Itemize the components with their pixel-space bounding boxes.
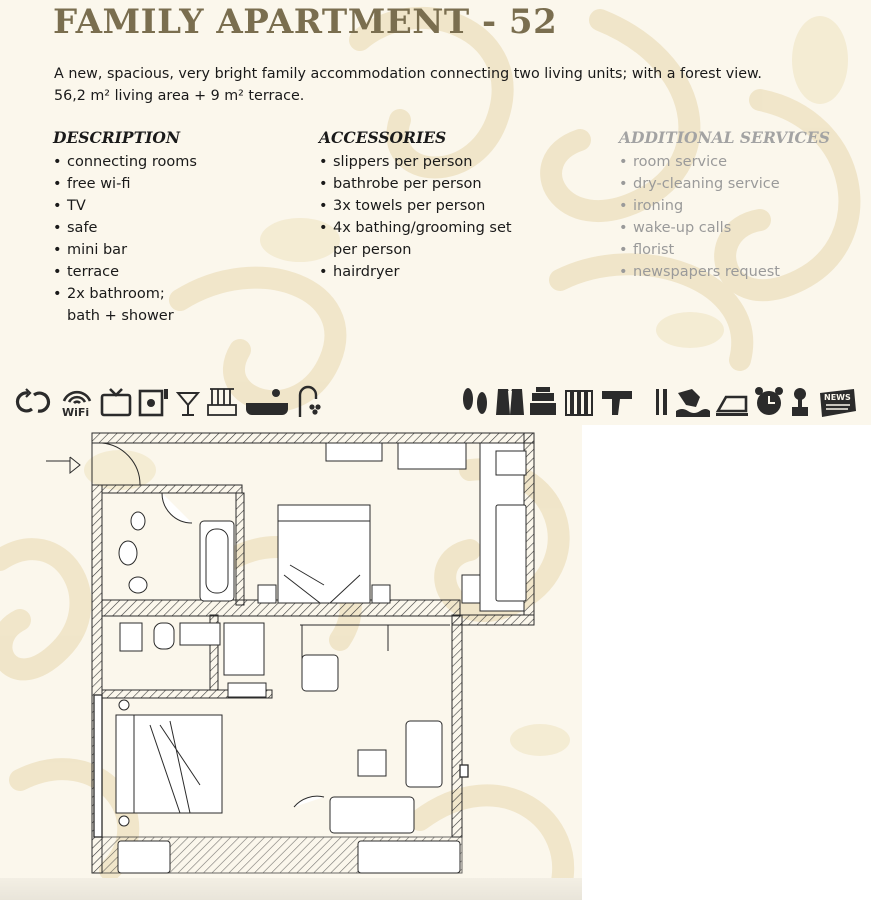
description-section: [53, 128, 197, 327]
accessories-list: [319, 151, 512, 283]
list-item: • slippers per person: [319, 151, 512, 173]
intro-text: [54, 63, 818, 107]
description-heading: DESCRIPTION: [53, 128, 181, 147]
bathtub-icon: [246, 389, 288, 415]
ironing-icon: [716, 397, 748, 416]
news-label: NEWS: [824, 393, 851, 402]
floor-plan: [40, 425, 560, 880]
list-item: • mini bar: [53, 239, 197, 261]
list-item: • terrace: [53, 261, 197, 283]
description-list: [53, 151, 197, 327]
wake-up-call-icon: [755, 387, 783, 415]
wifi-icon: [64, 392, 90, 403]
grooming-set-icon: [566, 391, 592, 415]
slippers-icon: [463, 388, 487, 414]
list-item: • hairdryer: [319, 261, 512, 283]
additional-services-section: [619, 128, 830, 283]
list-item: • TV: [53, 195, 197, 217]
dry-cleaning-icon: [676, 389, 710, 417]
list-item: • florist: [619, 239, 830, 261]
list-item: • newspapers request: [619, 261, 830, 283]
safe-icon: [140, 389, 168, 415]
list-item: • 3x towels per person: [319, 195, 512, 217]
mini-bar-icon: [178, 393, 198, 415]
list-item: • dry-cleaning service: [619, 173, 830, 195]
list-item: • room service: [619, 151, 830, 173]
florist-icon: [792, 388, 808, 416]
list-item: • wake-up calls: [619, 217, 830, 239]
bottom-band: [0, 878, 582, 900]
terrace-icon: [208, 389, 236, 415]
list-item: • free wi-fi: [53, 173, 197, 195]
towels-icon: [530, 387, 556, 415]
list-item: • bathrobe per person: [319, 173, 512, 195]
list-item-continuation: bath + shower: [67, 308, 174, 324]
accessories-heading: ACCESSORIES: [319, 128, 447, 147]
intro-line-2: 56,2 m² living area + 9 m² terrace.: [54, 88, 305, 104]
hairdryer-icon: [602, 391, 632, 415]
list-item-continuation: per person: [333, 242, 412, 258]
list-item: • 4x bathing/grooming set: [319, 217, 512, 239]
list-item: • 2x bathroom;: [53, 283, 197, 305]
amenity-icons-left: [12, 385, 332, 419]
accessories-section: [319, 128, 512, 283]
bathrobe-icon: [496, 389, 524, 415]
list-item: • connecting rooms: [53, 151, 197, 173]
tv-icon: [102, 389, 130, 415]
terrace: [102, 837, 462, 873]
amenity-icons-right: [460, 385, 860, 419]
additional-services-list: [619, 151, 830, 283]
intro-line-1: A new, spacious, very bright family accommodation connecting two living units; with a forest view.: [54, 66, 762, 82]
shower-icon: [300, 387, 319, 417]
double-bed-1: [258, 505, 390, 603]
additional-services-heading: ADDITIONAL SERVICES: [619, 128, 830, 147]
wifi-label: WiFi: [62, 406, 90, 419]
list-item: • ironing: [619, 195, 830, 217]
page-title: FAMILY APARTMENT - 52: [53, 2, 558, 42]
list-item: • safe: [53, 217, 197, 239]
connecting-rooms-icon: [18, 389, 49, 411]
room-service-icon: [656, 389, 667, 415]
double-bed-2: [116, 700, 222, 826]
